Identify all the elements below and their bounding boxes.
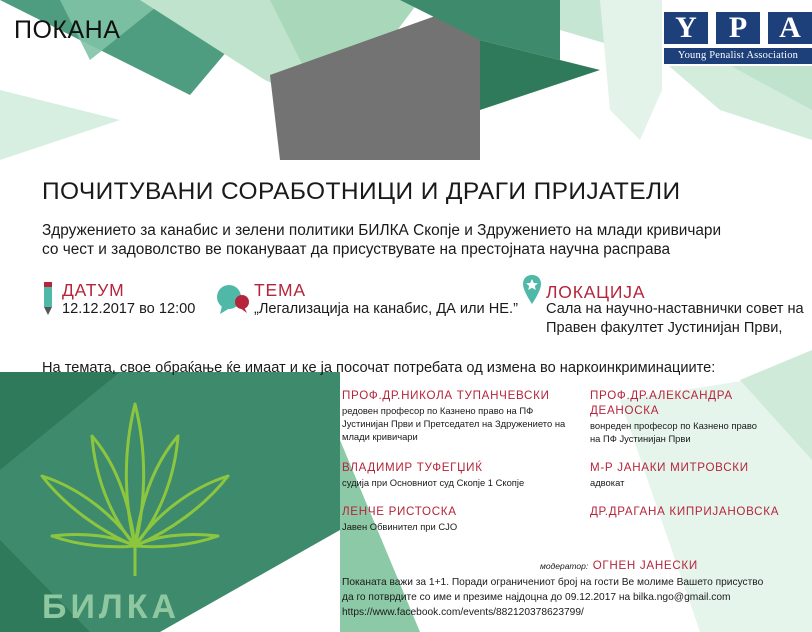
speech-bubbles-icon [216,284,252,316]
footer-note [342,575,763,620]
speaker-6 [590,504,800,519]
speaker-role: Јавен Обвинител при СЈО [342,521,458,532]
moderator [540,556,698,574]
speaker-name: ПРОФ.ДР.НИКОЛА ТУПАНЧЕВСКИ [342,389,550,402]
ypa-logo [662,4,812,66]
speaker-role-line: Јустинијан Први и Претседател на Здружението на [342,418,566,429]
speaker-1 [342,388,572,443]
intro-line: со чест и задоволство ве покануваат да присуствувате на престојната научна расправа [42,241,671,258]
logo-letter-a: A [768,12,812,44]
footer-line: да го потврдите со име и презиме најдоцна до 09.12.2017 на bilka.ngo@gmail.com [342,592,731,603]
speaker-role-line: редовен професор по Казнено право на ПФ [342,405,534,416]
intro-line: Здружението за канабис и зелени политики БИЛКА Скопје и Здружението на млади кривичари [42,222,722,239]
date-title: ДАТУМ [62,280,125,300]
speaker-3 [342,460,572,489]
logo-subtitle: Young Penalist Association [664,48,812,64]
speakers-lead: На темата, свое обраќање ќе имаат и ке ја посочат потребата од измена во наркоинкриминациите: [42,360,716,376]
cannabis-leaf-icon [30,396,240,586]
footer-line: Поканата важи за 1+1. Поради ограничениот број на гости Ве молиме Вашето присуство [342,577,764,588]
location-text [546,300,804,338]
pencil-icon [42,282,54,316]
speaker-name-line: ДЕАНОСКА [590,404,660,417]
date-text: 12.12.2017 во 12:00 [62,301,196,317]
map-pin-icon [522,274,542,306]
page-title: ПОЧИТУВАНИ СОРАБОТНИЦИ И ДРАГИ ПРИЈАТЕЛИ [42,178,681,205]
location-title: ЛОКАЦИЈА [546,282,646,302]
facebook-link[interactable]: https://www.facebook.com/events/882120378623799/ [342,607,584,618]
speaker-role: судија при Основниот суд Скопје 1 Скопје [342,477,525,488]
location-line: Сала на научно-наставнички совет на [546,301,804,317]
topic-title: ТЕМА [254,280,306,300]
speaker-2 [590,388,790,445]
moderator-label: модератор: [540,561,589,571]
speaker-role-line: млади кривичари [342,431,418,442]
logo-letter-y: Y [664,12,708,44]
speaker-role-line: вонреден професор по Казнено право [590,420,757,431]
speaker-role-line: на ПФ Јустинијан Први [590,433,691,444]
speaker-name: ДР.ДРАГАНА КИПРИЈАНОВСКА [590,505,780,518]
speaker-name-line: ПРОФ.ДР.АЛЕКСАНДРА [590,389,733,402]
logo-letter-p: P [716,12,760,44]
speaker-role [590,419,790,445]
speaker-role [342,404,572,443]
topic-text: „Легализација на канабис, ДА или НЕ.” [254,301,518,317]
speaker-name [590,388,790,418]
moderator-name: ОГНЕН ЈАНЕСКИ [592,559,698,572]
speaker-name: ЛЕНЧЕ РИСТОСКА [342,505,457,518]
speaker-name: М-Р ЈАНАКИ МИТРОВСКИ [590,461,749,474]
speaker-5 [342,504,572,533]
location-line: Правен факултет Јустинијан Први, [546,320,783,336]
invitation-label: ПОКАНА [14,16,121,44]
bilka-wordmark: БИЛКА [42,588,181,626]
speaker-4 [590,460,790,489]
speaker-role: адвокат [590,477,625,488]
intro-text [42,221,762,259]
speaker-name: ВЛАДИМИР ТУФЕГЏИЌ [342,461,483,474]
